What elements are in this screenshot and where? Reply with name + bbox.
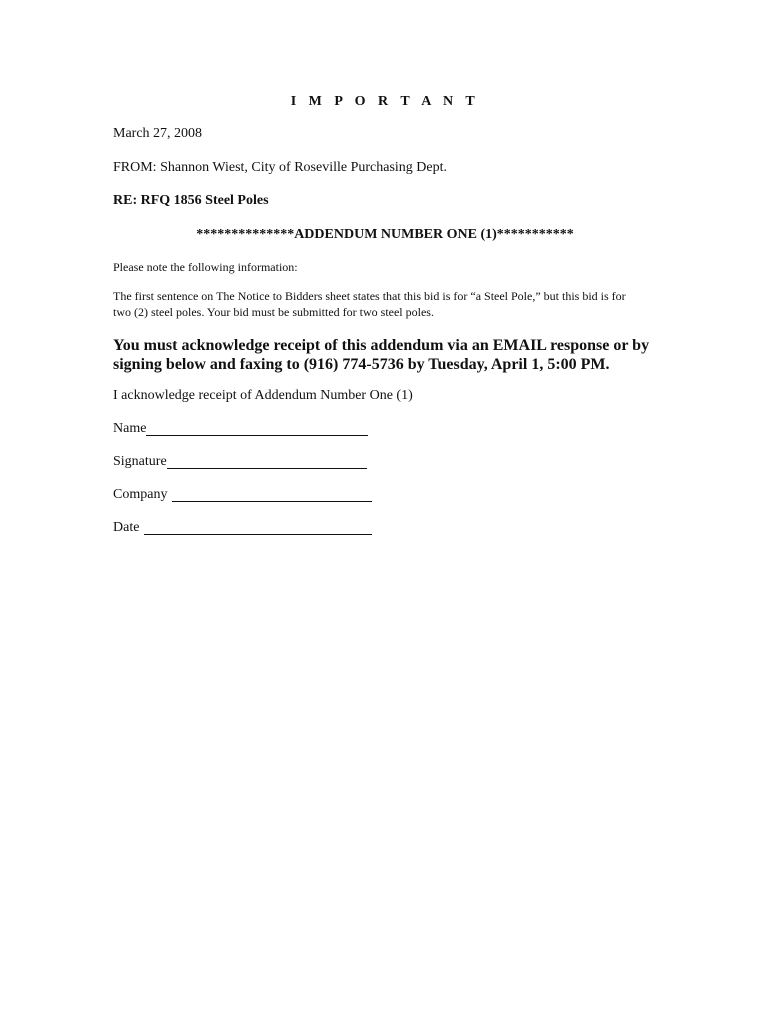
- date-blank-line[interactable]: [144, 534, 372, 535]
- acknowledgement-statement: I acknowledge receipt of Addendum Number One (1): [113, 388, 413, 403]
- letter-date: March 27, 2008: [113, 126, 203, 141]
- instructions-line-2: signing below and faxing to (916) 774-5736 by Tuesday, April 1, 5:00 PM.: [113, 356, 610, 373]
- page-title: I M P O R T A N T: [290, 94, 480, 109]
- info-paragraph: [113, 288, 673, 320]
- name-blank-line[interactable]: [146, 435, 368, 436]
- signature-blank-line[interactable]: [167, 468, 367, 469]
- info-line-2: two (2) steel poles. Your bid must be submitted for two steel poles.: [113, 305, 434, 319]
- note-line: Please note the following information:: [113, 260, 298, 274]
- addendum-banner: **************ADDENDUM NUMBER ONE (1)***********: [196, 227, 574, 242]
- from-line: FROM: Shannon Wiest, City of Roseville Purchasing Dept.: [113, 160, 448, 175]
- subject-line: RE: RFQ 1856 Steel Poles: [113, 193, 269, 208]
- company-blank-line[interactable]: [172, 501, 372, 502]
- info-line-1: The first sentence on The Notice to Bidders sheet states that this bid is for “a Steel Pole,” but this bid is for: [113, 289, 626, 303]
- date-label: Date: [113, 520, 140, 535]
- acknowledgement-instructions: [113, 336, 693, 374]
- instructions-line-1: You must acknowledge receipt of this addendum via an EMAIL response or by: [113, 337, 650, 354]
- signature-label: Signature: [113, 454, 167, 469]
- company-label: Company: [113, 487, 168, 502]
- name-label: Name: [113, 421, 147, 436]
